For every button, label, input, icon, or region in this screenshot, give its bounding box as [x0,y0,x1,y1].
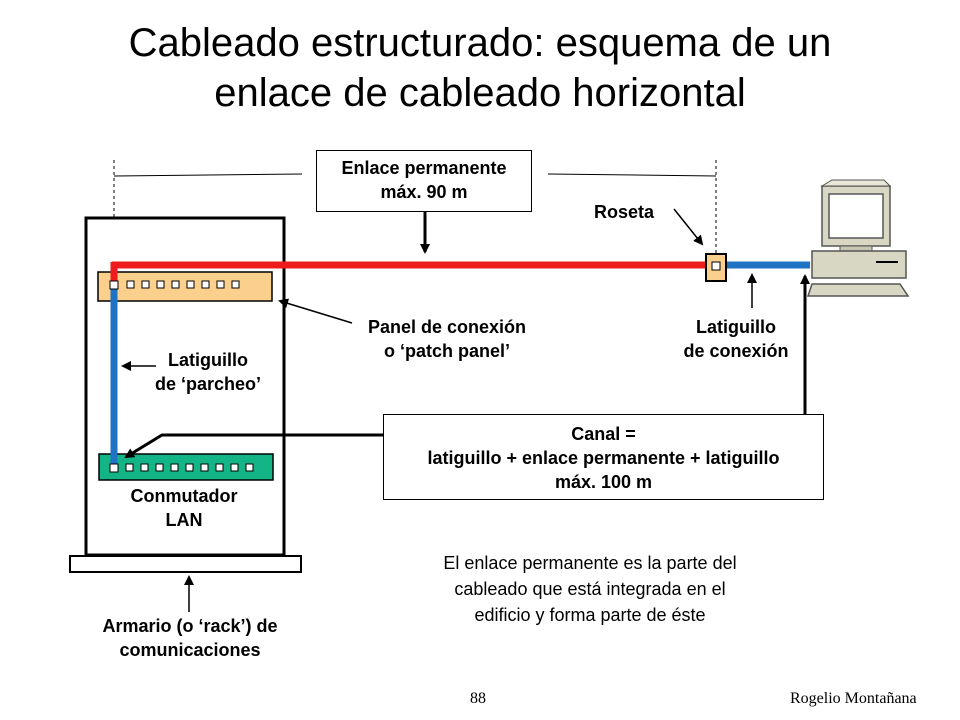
switch-port [171,464,178,471]
patch-panel [98,272,272,301]
page-number: 88 [470,690,486,707]
conmutador-line-2: LAN [165,510,203,530]
latiguillo-parcheo-line-2: de ‘parcheo’ [154,374,262,394]
monitor-top [822,180,890,186]
switch-port-active [110,464,118,472]
note-line-1: El enlace permanente es la parte del [443,553,737,573]
patch-port [172,281,179,288]
dimension-span-right [548,174,716,176]
switch-port [216,464,223,471]
canal-line-2: latiguillo + enlace permanente + latiguillo [427,448,780,468]
latiguillo-conexion-label [664,315,808,363]
canal-line-3: máx. 100 m [554,472,653,492]
canal-line-1: Canal = [571,424,636,444]
conmutador-label [104,484,264,532]
title-line-1: Cableado estructurado: esquema de un [128,21,832,65]
enlace-permanente-box [316,150,532,212]
switch-port [246,464,253,471]
enlace-permanente-line-2: máx. 90 m [380,182,468,202]
panel-conexion-line-1: Panel de conexión [367,317,527,337]
latiguillo-parcheo-line-1: Latiguillo [168,350,248,370]
patch-port [142,281,149,288]
pc-case [812,251,906,278]
enlace-permanente-line-1: Enlace permanente [341,158,507,178]
armario-label [70,614,310,662]
latiguillo-conexion-line-2: de conexión [683,341,789,361]
note-line-3: edificio y forma parte de éste [474,605,706,625]
rack-base [70,556,301,572]
keyboard [808,284,908,296]
computer-icon [808,180,908,296]
switch-port [201,464,208,471]
dimension-span-left [114,174,302,176]
switch-port [141,464,148,471]
patch-panel-port-active [110,281,118,289]
patch-port [187,281,194,288]
patch-port [157,281,164,288]
author-name: Rogelio Montañana [790,690,917,707]
switch-port [231,464,238,471]
switch-port [126,464,133,471]
arrow-panel-conexion [280,301,352,323]
patch-port [127,281,134,288]
monitor-screen [829,194,883,238]
patch-port [232,281,239,288]
latiguillo-parcheo-label [140,348,276,396]
conmutador-line-1: Conmutador [130,486,238,506]
canal-box [383,414,824,500]
switch-port [156,464,163,471]
note-line-2: cableado que está integrada en el [454,579,726,599]
panel-conexion-label [352,315,542,363]
patch-port [217,281,224,288]
latiguillo-conexion-line-1: Latiguillo [696,317,776,337]
switch-port [186,464,193,471]
wall-outlet-jack [712,262,720,270]
title-line-2: enlace de cableado horizontal [214,71,746,115]
armario-line-2: comunicaciones [119,640,261,660]
armario-line-1: Armario (o ‘rack’) de [102,616,278,636]
explanatory-note [390,550,790,628]
patch-port [202,281,209,288]
arrow-roseta [674,209,702,244]
panel-conexion-line-2: o ‘patch panel’ [383,341,511,361]
roseta-label: Roseta [594,202,655,222]
